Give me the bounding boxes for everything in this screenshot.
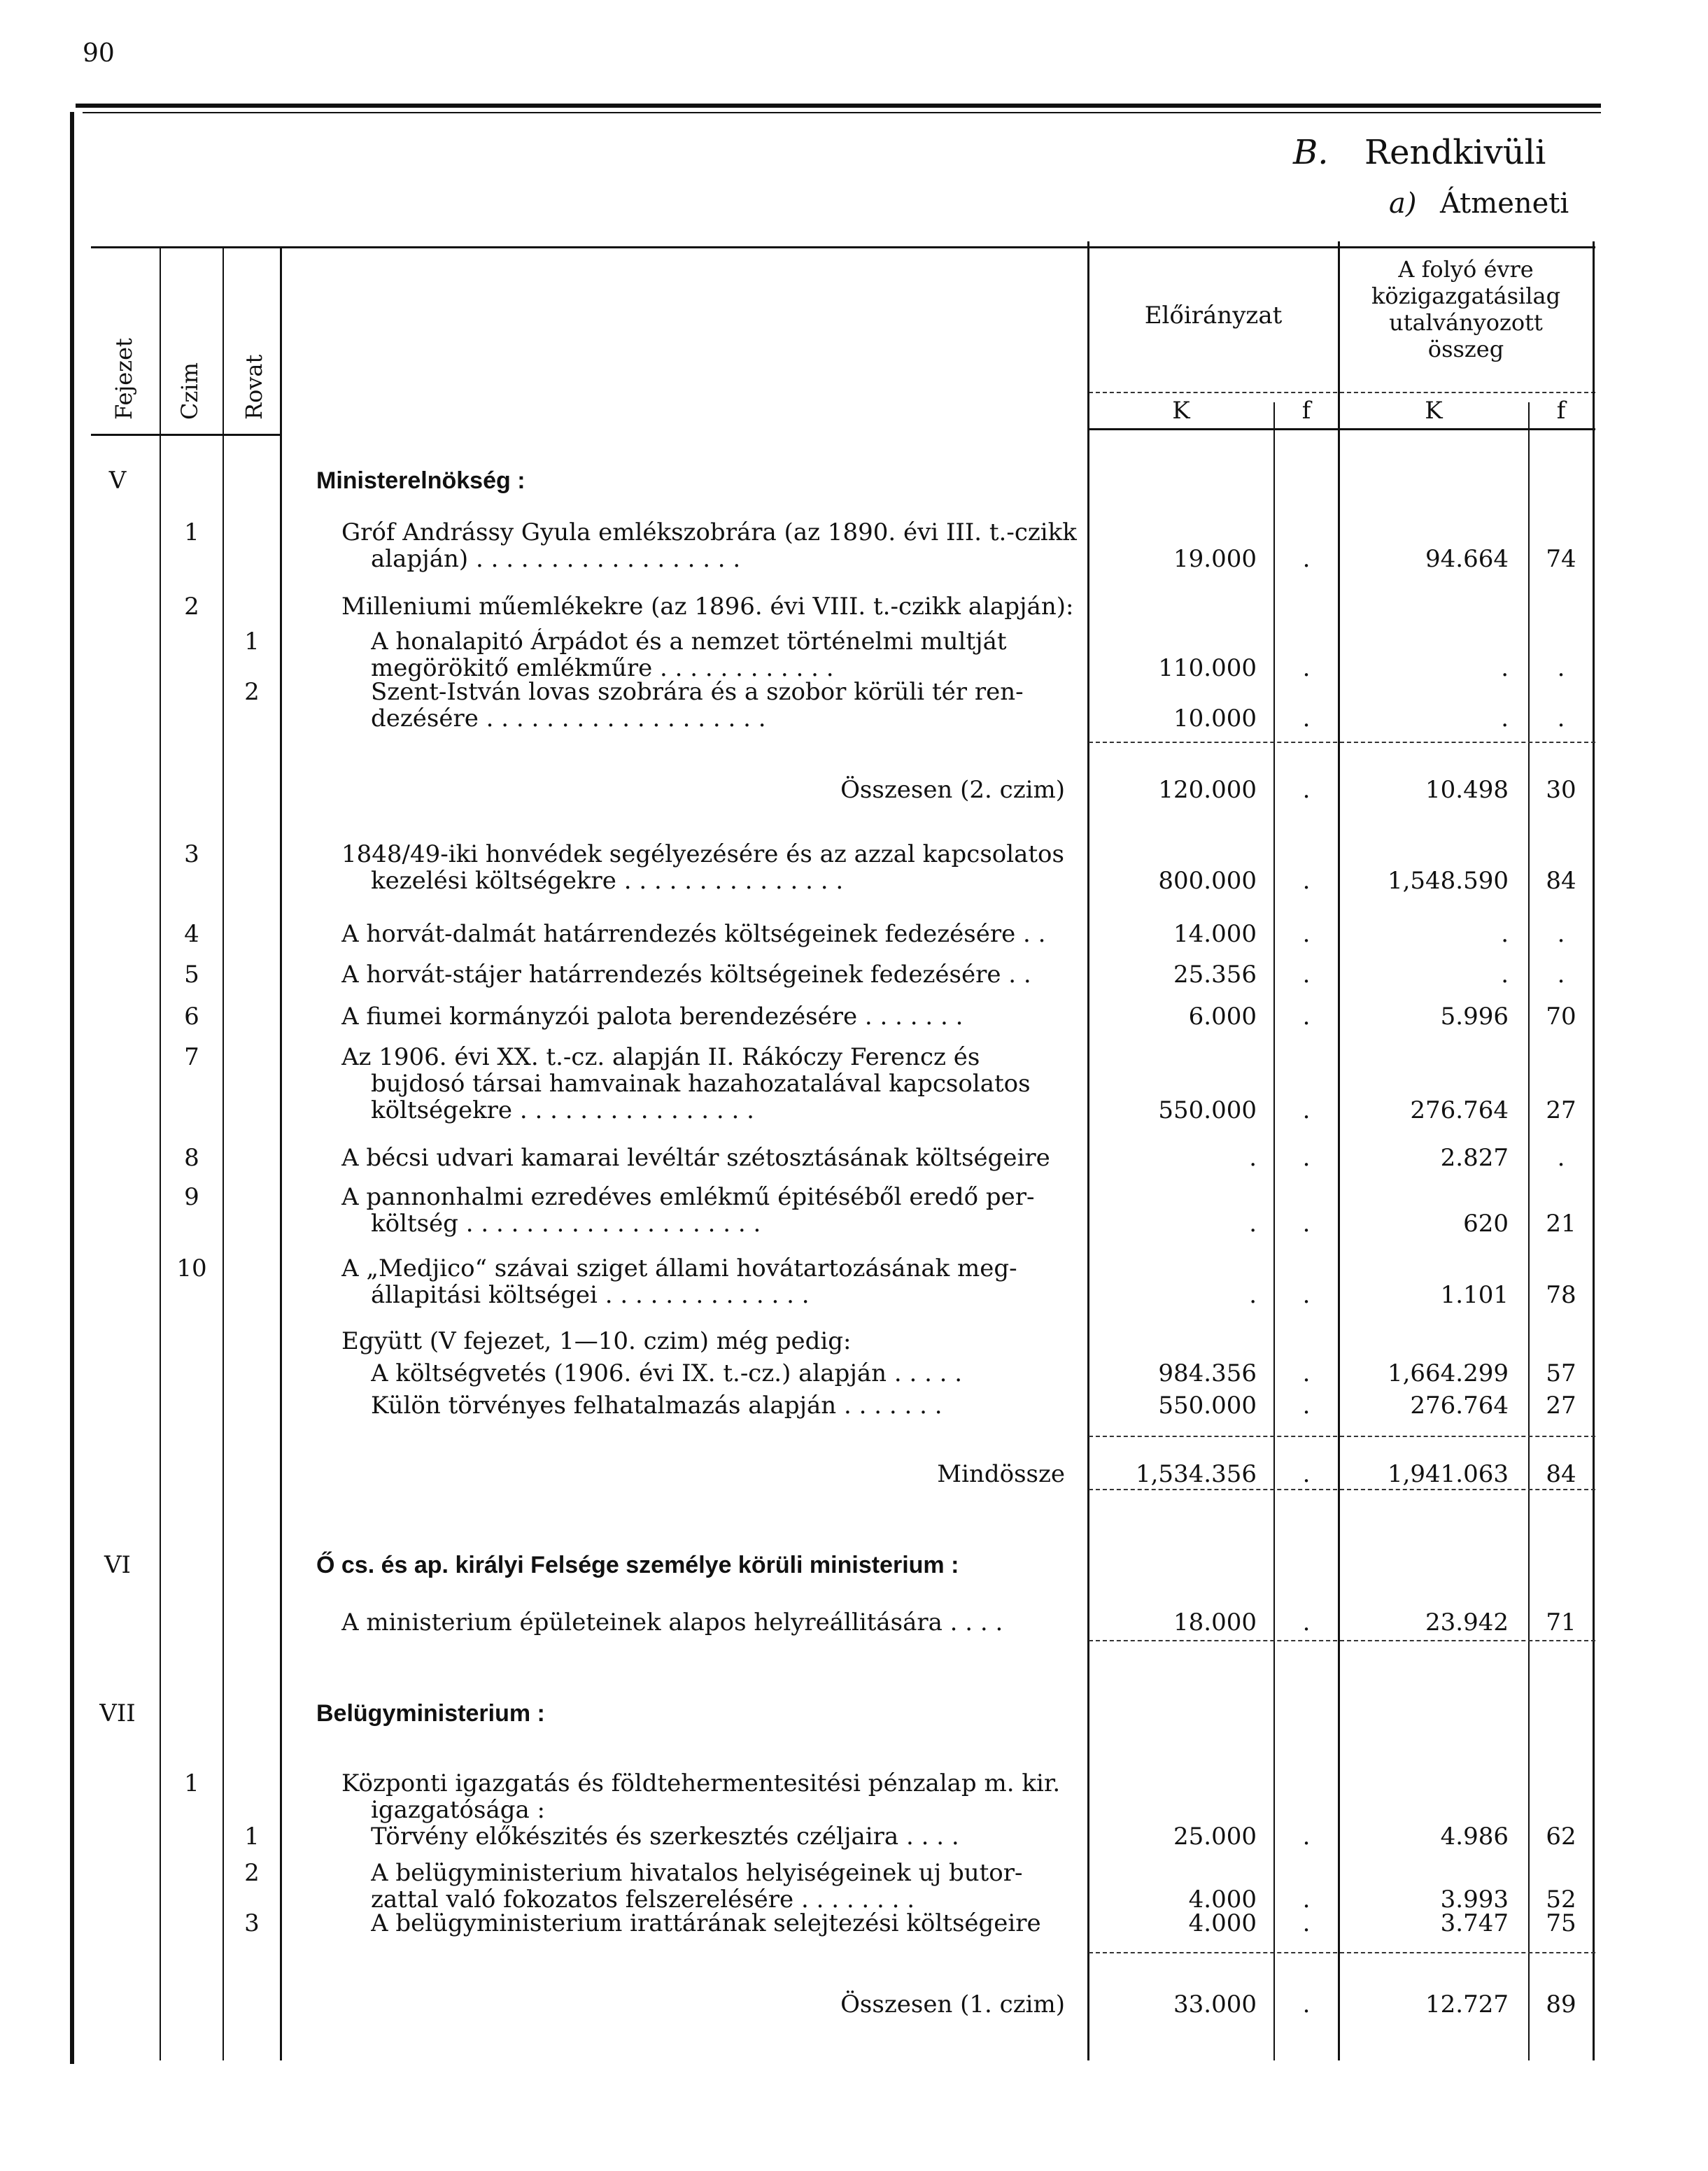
eloiranyzat-f: . xyxy=(1302,1003,1311,1031)
utalvanyozott-f: 71 xyxy=(1546,1608,1576,1636)
item-text: megörökitő emlékműre . . . . . . . . . . . . xyxy=(371,655,834,681)
czim-number: 2 xyxy=(184,593,199,621)
item-text: Szent-István lovas szobrára és a szobor körüli tér ren- xyxy=(371,679,1024,705)
item-text: állapitási költségei . . . . . . . . . . . . . . xyxy=(371,1282,810,1308)
item-text: bujdosó társai hamvainak hazahozatalával kapcsolatos xyxy=(371,1070,1031,1097)
eloiranyzat-f: . xyxy=(1302,1359,1311,1387)
item-text: A pannonhalmi ezredéves emlékmű épitéséből eredő per- xyxy=(341,1184,1035,1210)
utalvanyozott-f: 84 xyxy=(1546,1460,1576,1488)
eloiranyzat-k: 25.356 xyxy=(1173,961,1257,989)
utalvanyozott-k: 276.764 xyxy=(1410,1392,1509,1420)
utalvanyozott-f: 70 xyxy=(1546,1003,1576,1031)
utalvanyozott-f: 21 xyxy=(1546,1210,1576,1238)
utalvanyozott-f: 30 xyxy=(1546,776,1576,804)
item-text: igazgatósága : xyxy=(371,1797,546,1823)
col-header-e-k: K xyxy=(1172,397,1190,425)
utalvanyozott-f: 27 xyxy=(1546,1392,1576,1420)
item-text: A ministerium épületeinek alapos helyreállitására . . . . xyxy=(341,1609,1003,1636)
utalvanyozott-k: 2.827 xyxy=(1440,1144,1509,1172)
top-rule xyxy=(76,104,1601,108)
eloiranyzat-f: . xyxy=(1302,705,1311,733)
eloiranyzat-f: . xyxy=(1302,1281,1311,1309)
item-text: Törvény előkészités és szerkesztés czéljaira . . . . xyxy=(371,1823,959,1850)
col-rule-right xyxy=(1593,241,1595,2060)
total-label: Összesen (2. czim) xyxy=(840,776,1065,804)
utalvanyozott-k: 10.498 xyxy=(1425,776,1509,804)
item-text: zattal való fokozatos felszerelésére . . . . . . . . xyxy=(371,1886,915,1913)
header-top-line xyxy=(91,246,1595,248)
eloiranyzat-k: 984.356 xyxy=(1158,1359,1257,1387)
left-border xyxy=(70,112,74,2064)
eloiranyzat-f: . xyxy=(1302,1990,1311,2018)
item-text: A horvát-dalmát határrendezés költségeinek fedezésére . . xyxy=(341,921,1046,947)
utalvanyozott-k: 4.986 xyxy=(1440,1823,1509,1851)
col-header-eloiranyzat: Előirányzat xyxy=(1144,302,1283,330)
eloiranyzat-k: . xyxy=(1249,1281,1257,1309)
eloiranyzat-k: 6.000 xyxy=(1188,1003,1257,1031)
eloiranyzat-f: . xyxy=(1302,961,1311,989)
item-text: A belügyministerium irattárának selejtezési költségeire xyxy=(371,1910,1041,1937)
eloiranyzat-k: 33.000 xyxy=(1173,1990,1257,2018)
col-rule-czim xyxy=(223,248,224,2060)
utalvanyozott-f: . xyxy=(1557,705,1565,733)
item-text: A belügyministerium hivatalos helyiségeinek uj butor- xyxy=(371,1860,1023,1886)
col-rule-text xyxy=(1087,241,1089,2060)
eloiranyzat-f: . xyxy=(1302,1210,1311,1238)
rovat-number: 1 xyxy=(244,1823,260,1851)
rovat-number: 3 xyxy=(244,1909,260,1937)
eloiranyzat-f: . xyxy=(1302,654,1311,682)
eloiranyzat-f: . xyxy=(1302,1096,1311,1124)
item-text: Együtt (V fejezet, 1—10. czim) még pedig: xyxy=(341,1328,852,1355)
eloiranyzat-f: . xyxy=(1302,867,1311,895)
eloiranyzat-k: 110.000 xyxy=(1158,654,1257,682)
item-text: 1848/49-iki honvédek segélyezésére és az azzal kapcsolatos xyxy=(341,841,1064,868)
utalvanyozott-k: 1,941.063 xyxy=(1387,1460,1509,1488)
eloiranyzat-f: . xyxy=(1302,1909,1311,1937)
rovat-number: 1 xyxy=(244,628,260,656)
item-text: alapján) . . . . . . . . . . . . . . . . . . xyxy=(371,546,741,572)
czim-number: 1 xyxy=(184,518,199,546)
eloiranyzat-k: 1,534.356 xyxy=(1135,1460,1257,1488)
eloiranyzat-k: 25.000 xyxy=(1173,1823,1257,1851)
utalvanyozott-k: 23.942 xyxy=(1425,1608,1509,1636)
utalvanyozott-k: 620 xyxy=(1463,1210,1509,1238)
eloiranyzat-k: 19.000 xyxy=(1173,545,1257,573)
czim-number: 1 xyxy=(184,1769,199,1797)
item-text: Az 1906. évi XX. t.-cz. alapján II. Rákóczy Ferencz és xyxy=(341,1044,980,1070)
header-kf-line xyxy=(1089,392,1595,393)
title-letter: B. xyxy=(1293,133,1329,172)
eloiranyzat-k: 18.000 xyxy=(1173,1608,1257,1636)
eloiranyzat-f: . xyxy=(1302,1886,1311,1914)
subtitle: Átmeneti xyxy=(1440,188,1569,220)
section-heading: Ministerelnökség : xyxy=(316,467,525,494)
utalvanyozott-k: 1.101 xyxy=(1440,1281,1509,1309)
item-text: A honalapitó Árpádot és a nemzet történelmi multját xyxy=(371,628,1007,655)
rule-before-total-2 xyxy=(1089,742,1595,743)
utalvanyozott-f: . xyxy=(1557,1144,1565,1172)
item-text: költségekre . . . . . . . . . . . . . . . . xyxy=(371,1097,754,1124)
czim-number: 6 xyxy=(184,1003,199,1031)
utalvanyozott-f: 52 xyxy=(1546,1886,1576,1914)
eloiranyzat-f: . xyxy=(1302,1460,1311,1488)
utalvanyozott-f: 75 xyxy=(1546,1909,1576,1937)
eloiranyzat-f: . xyxy=(1302,1608,1311,1636)
rule-after-vi xyxy=(1089,1640,1595,1641)
rovat-number: 2 xyxy=(244,678,260,706)
rule-after-mindossze xyxy=(1089,1489,1595,1490)
eloiranyzat-f: . xyxy=(1302,1823,1311,1851)
utalvanyozott-f: . xyxy=(1557,920,1565,948)
eloiranyzat-f: . xyxy=(1302,1144,1311,1172)
item-text: Külön törvényes felhatalmazás alapján . . . . . . . xyxy=(371,1392,943,1419)
utalvanyozott-f: 62 xyxy=(1546,1823,1576,1851)
eloiranyzat-f: . xyxy=(1302,545,1311,573)
utalvanyozott-k: . xyxy=(1501,654,1509,682)
col-header-u-f: f xyxy=(1556,397,1566,425)
utalvanyozott-f: 89 xyxy=(1546,1990,1576,2018)
utalvanyozott-k: . xyxy=(1501,705,1509,733)
total-label: Összesen (1. czim) xyxy=(840,1990,1065,2018)
col-header-folyo-3: utalványozott xyxy=(1389,309,1543,336)
czim-number: 9 xyxy=(184,1183,199,1211)
utalvanyozott-f: 78 xyxy=(1546,1281,1576,1309)
page-number: 90 xyxy=(83,39,115,68)
total-label: Mindössze xyxy=(937,1460,1065,1488)
eloiranyzat-k: 800.000 xyxy=(1158,867,1257,895)
utalvanyozott-f: 57 xyxy=(1546,1359,1576,1387)
eloiranyzat-k: 4.000 xyxy=(1188,1909,1257,1937)
col-rule-rovat xyxy=(280,248,282,2060)
item-text: Gróf Andrássy Gyula emlékszobrára (az 1890. évi III. t.-czikk xyxy=(341,519,1077,546)
eloiranyzat-f: . xyxy=(1302,920,1311,948)
utalvanyozott-k: 5.996 xyxy=(1440,1003,1509,1031)
eloiranyzat-k: 120.000 xyxy=(1158,776,1257,804)
item-text: Központi igazgatás és földtehermentesitési pénzalap m. kir. xyxy=(341,1770,1061,1797)
rule-before-mindossze xyxy=(1089,1436,1595,1437)
col-header-folyo-4: összeg xyxy=(1427,336,1504,362)
item-text: kezelési költségekre . . . . . . . . . . . . . . . xyxy=(371,868,844,894)
eloiranyzat-k: . xyxy=(1249,1144,1257,1172)
header-bottom-right xyxy=(1089,428,1595,430)
utalvanyozott-k: 1,548.590 xyxy=(1387,867,1509,895)
item-text: A bécsi udvari kamarai levéltár szétosztásának költségeire xyxy=(341,1145,1050,1171)
col-header-czim: Czim xyxy=(176,362,203,420)
utalvanyozott-f: . xyxy=(1557,961,1565,989)
rovat-number: 2 xyxy=(244,1859,260,1887)
czim-number: 10 xyxy=(176,1254,207,1282)
col-header-folyo-2: közigazgatásilag xyxy=(1371,283,1561,309)
col-rule-ef xyxy=(1338,241,1340,2060)
item-text: költség . . . . . . . . . . . . . . . . . . . . xyxy=(371,1210,761,1237)
fejezet-number: VII xyxy=(99,1699,136,1727)
fejezet-number: V xyxy=(108,467,127,495)
utalvanyozott-k: 12.727 xyxy=(1425,1990,1509,2018)
eloiranyzat-k: 550.000 xyxy=(1158,1392,1257,1420)
eloiranyzat-k: 10.000 xyxy=(1173,705,1257,733)
col-header-u-k: K xyxy=(1425,397,1443,425)
eloiranyzat-f: . xyxy=(1302,1392,1311,1420)
col-header-fejezet: Fejezet xyxy=(111,338,137,420)
header-bottom-left xyxy=(91,434,280,436)
col-header-folyo-1: A folyó évre xyxy=(1398,256,1534,283)
top-rule-thin xyxy=(83,112,1601,113)
item-text: A horvát-stájer határrendezés költségeinek fedezésére . . xyxy=(341,961,1031,988)
eloiranyzat-k: . xyxy=(1249,1210,1257,1238)
utalvanyozott-k: . xyxy=(1501,920,1509,948)
eloiranyzat-f: . xyxy=(1302,776,1311,804)
subtitle-letter: a) xyxy=(1389,188,1417,220)
item-text: A költségvetés (1906. évi IX. t.-cz.) alapján . . . . . xyxy=(371,1360,963,1387)
rule-before-total-1 xyxy=(1089,1952,1595,1953)
utalvanyozott-f: 27 xyxy=(1546,1096,1576,1124)
title-main: Rendkivüli xyxy=(1364,133,1546,172)
utalvanyozott-k: 3.993 xyxy=(1440,1886,1509,1914)
section-heading: Ő cs. és ap. királyi Felsége személye körüli ministerium : xyxy=(316,1552,959,1578)
utalvanyozott-k: 276.764 xyxy=(1410,1096,1509,1124)
item-text: A fiumei kormányzói palota berendezésére . . . . . . . xyxy=(341,1003,964,1030)
czim-number: 7 xyxy=(184,1043,199,1071)
eloiranyzat-k: 14.000 xyxy=(1173,920,1257,948)
utalvanyozott-k: 1,664.299 xyxy=(1387,1359,1509,1387)
utalvanyozott-k: 94.664 xyxy=(1425,545,1509,573)
utalvanyozott-f: 84 xyxy=(1546,867,1576,895)
col-header-e-f: f xyxy=(1301,397,1311,425)
czim-number: 5 xyxy=(184,961,199,989)
item-text: dezésére . . . . . . . . . . . . . . . . . . . xyxy=(371,705,766,732)
eloiranyzat-k: 550.000 xyxy=(1158,1096,1257,1124)
fejezet-number: VI xyxy=(104,1551,131,1579)
utalvanyozott-k: 3.747 xyxy=(1440,1909,1509,1937)
czim-number: 4 xyxy=(184,920,199,948)
eloiranyzat-k: 4.000 xyxy=(1188,1886,1257,1914)
czim-number: 3 xyxy=(184,840,199,868)
utalvanyozott-f: . xyxy=(1557,654,1565,682)
col-header-rovat: Rovat xyxy=(241,354,267,420)
utalvanyozott-k: . xyxy=(1501,961,1509,989)
utalvanyozott-f: 74 xyxy=(1546,545,1576,573)
section-heading: Belügyministerium : xyxy=(316,1700,545,1727)
item-text: A „Medjico“ szávai sziget állami hovátartozásának meg- xyxy=(341,1255,1017,1282)
item-text: Milleniumi műemlékekre (az 1896. évi VIII. t.-czikk alapján): xyxy=(341,593,1074,620)
czim-number: 8 xyxy=(184,1144,199,1172)
